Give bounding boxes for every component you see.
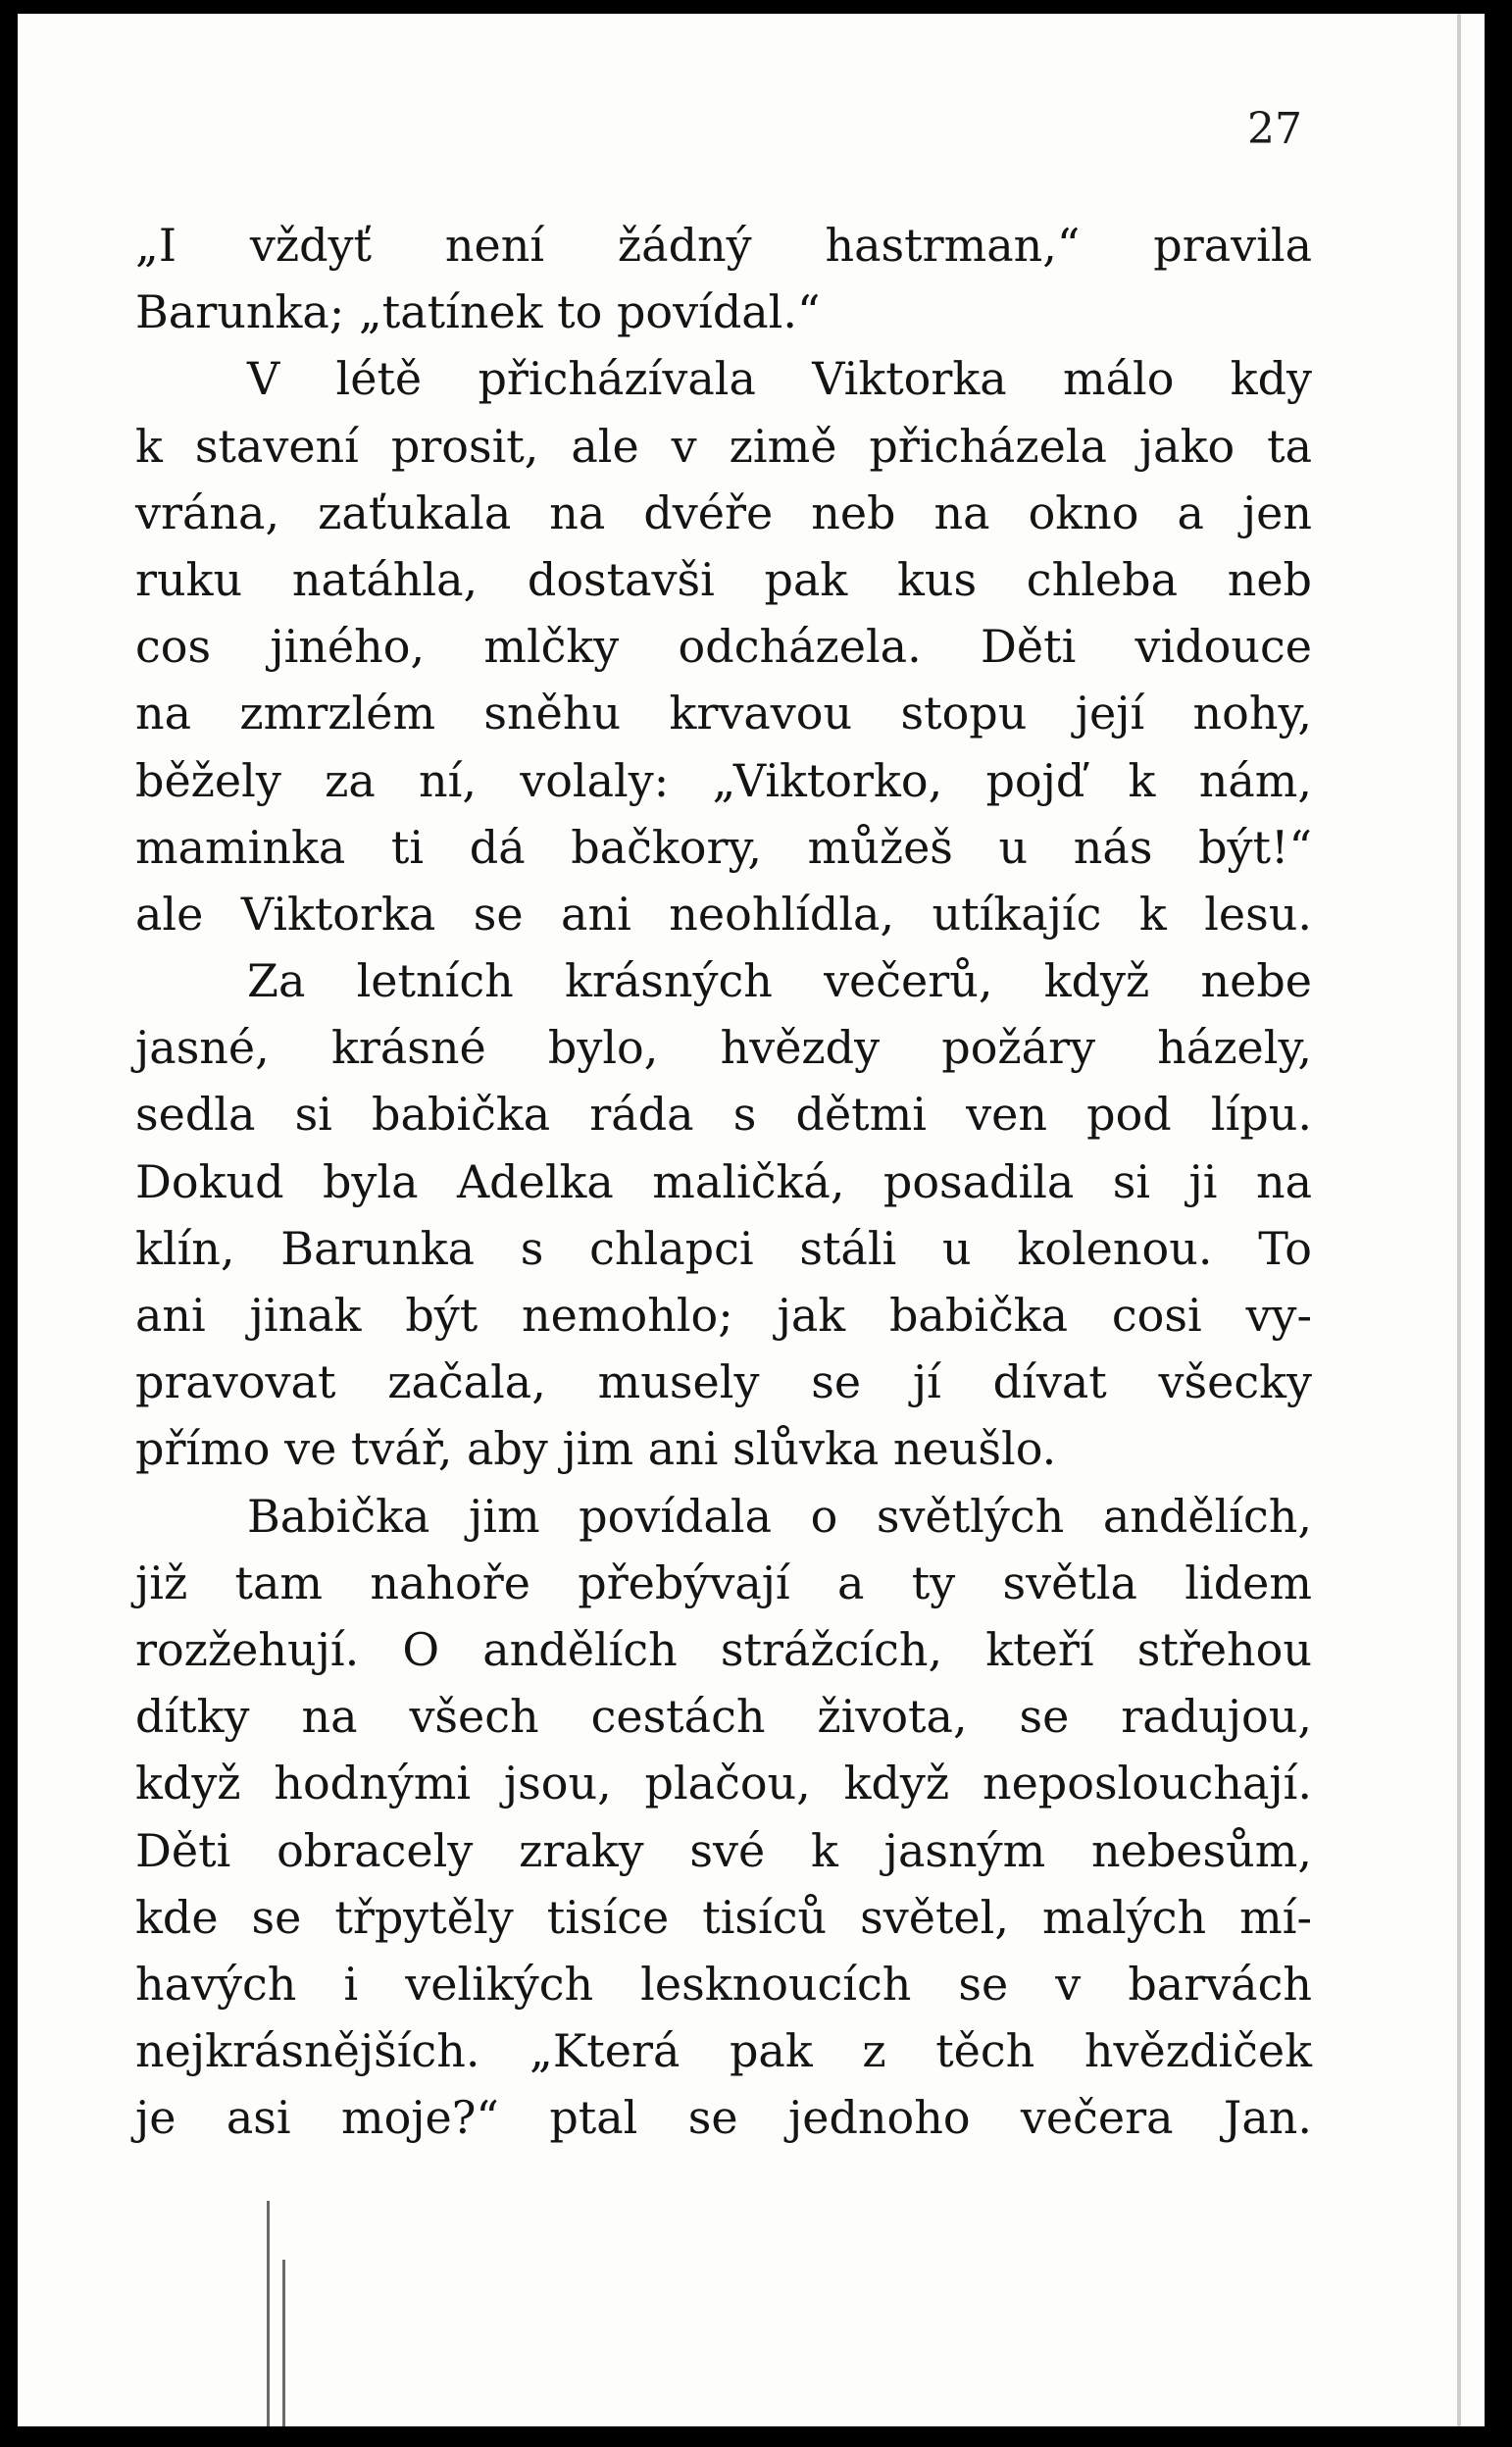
body-text bbox=[135, 212, 1312, 2151]
text-line: Dokud byla Adelka maličká, posadila si ji na bbox=[135, 1154, 1312, 1208]
text-line: ale Viktorka se ani neohlídla, utíkajíc k lesu. bbox=[135, 887, 1312, 941]
paper-crease-mark bbox=[282, 2260, 285, 2426]
text-line: vrána, zaťukala na dvéře neb na okno a jen bbox=[135, 485, 1312, 539]
paragraph-start-line: V létě přicházívala Viktorka málo kdy bbox=[247, 352, 1312, 406]
text-line: na zmrzlém sněhu krvavou stopu její nohy, bbox=[135, 687, 1312, 740]
text-line: kde se třpytěly tisíce tisíců světel, malých mí- bbox=[135, 1890, 1312, 1944]
text-line: ani jinak být nemohlo; jak babička cosi vy- bbox=[135, 1289, 1312, 1342]
book-page bbox=[18, 14, 1485, 2426]
text-line: ruku natáhla, dostavši pak kus chleba neb bbox=[135, 552, 1312, 606]
page-number: 27 bbox=[1247, 104, 1302, 154]
text-line: k stavení prosit, ale v zimě přicházela jako ta bbox=[135, 419, 1312, 473]
paper-crease-mark bbox=[1457, 14, 1461, 2426]
text-line: maminka ti dá bačkory, můžeš u nás být!“ bbox=[135, 820, 1312, 874]
text-line: již tam nahoře přebývají a ty světla lidem bbox=[135, 1555, 1312, 1609]
text-line: sedla si babička ráda s dětmi ven pod lípu. bbox=[135, 1088, 1312, 1142]
text-line: „I vždyť není žádný hastrman,“ pravila bbox=[135, 219, 1312, 272]
text-line: cos jiného, mlčky odcházela. Děti vidouce bbox=[135, 620, 1312, 674]
text-line: přímo ve tvář, aby jim ani slůvka neušlo. bbox=[135, 1422, 1057, 1476]
text-line: běžely za ní, volaly: „Viktorko, pojď k nám, bbox=[135, 753, 1312, 807]
text-line: Barunka; „tatínek to povídal.“ bbox=[135, 285, 821, 339]
paper-crease-mark bbox=[267, 2201, 270, 2426]
text-line: dítky na všech cestách života, se radujou, bbox=[135, 1690, 1312, 1744]
text-line: je asi moje?“ ptal se jednoho večera Jan. bbox=[135, 2091, 1312, 2145]
paragraph-start-line: Babička jim povídala o světlých andělích, bbox=[247, 1489, 1312, 1543]
paragraph-start-line: Za letních krásných večerů, když nebe bbox=[247, 954, 1312, 1008]
text-line: když hodnými jsou, plačou, když neposlouchají. bbox=[135, 1757, 1312, 1810]
text-line: nejkrásnějších. „Která pak z těch hvězdiček bbox=[135, 2024, 1312, 2078]
text-line: rozžehují. O andělích strážcích, kteří střehou bbox=[135, 1622, 1312, 1676]
text-line: Děti obracely zraky své k jasným nebesům, bbox=[135, 1823, 1312, 1877]
text-line: klín, Barunka s chlapci stáli u kolenou. To bbox=[135, 1221, 1312, 1275]
text-line: jasné, krásné bylo, hvězdy požáry házely, bbox=[135, 1021, 1312, 1075]
text-line: havých i velikých lesknoucích se v barvách bbox=[135, 1957, 1312, 2011]
text-line: pravovat začala, musely se jí dívat všecky bbox=[135, 1355, 1312, 1409]
